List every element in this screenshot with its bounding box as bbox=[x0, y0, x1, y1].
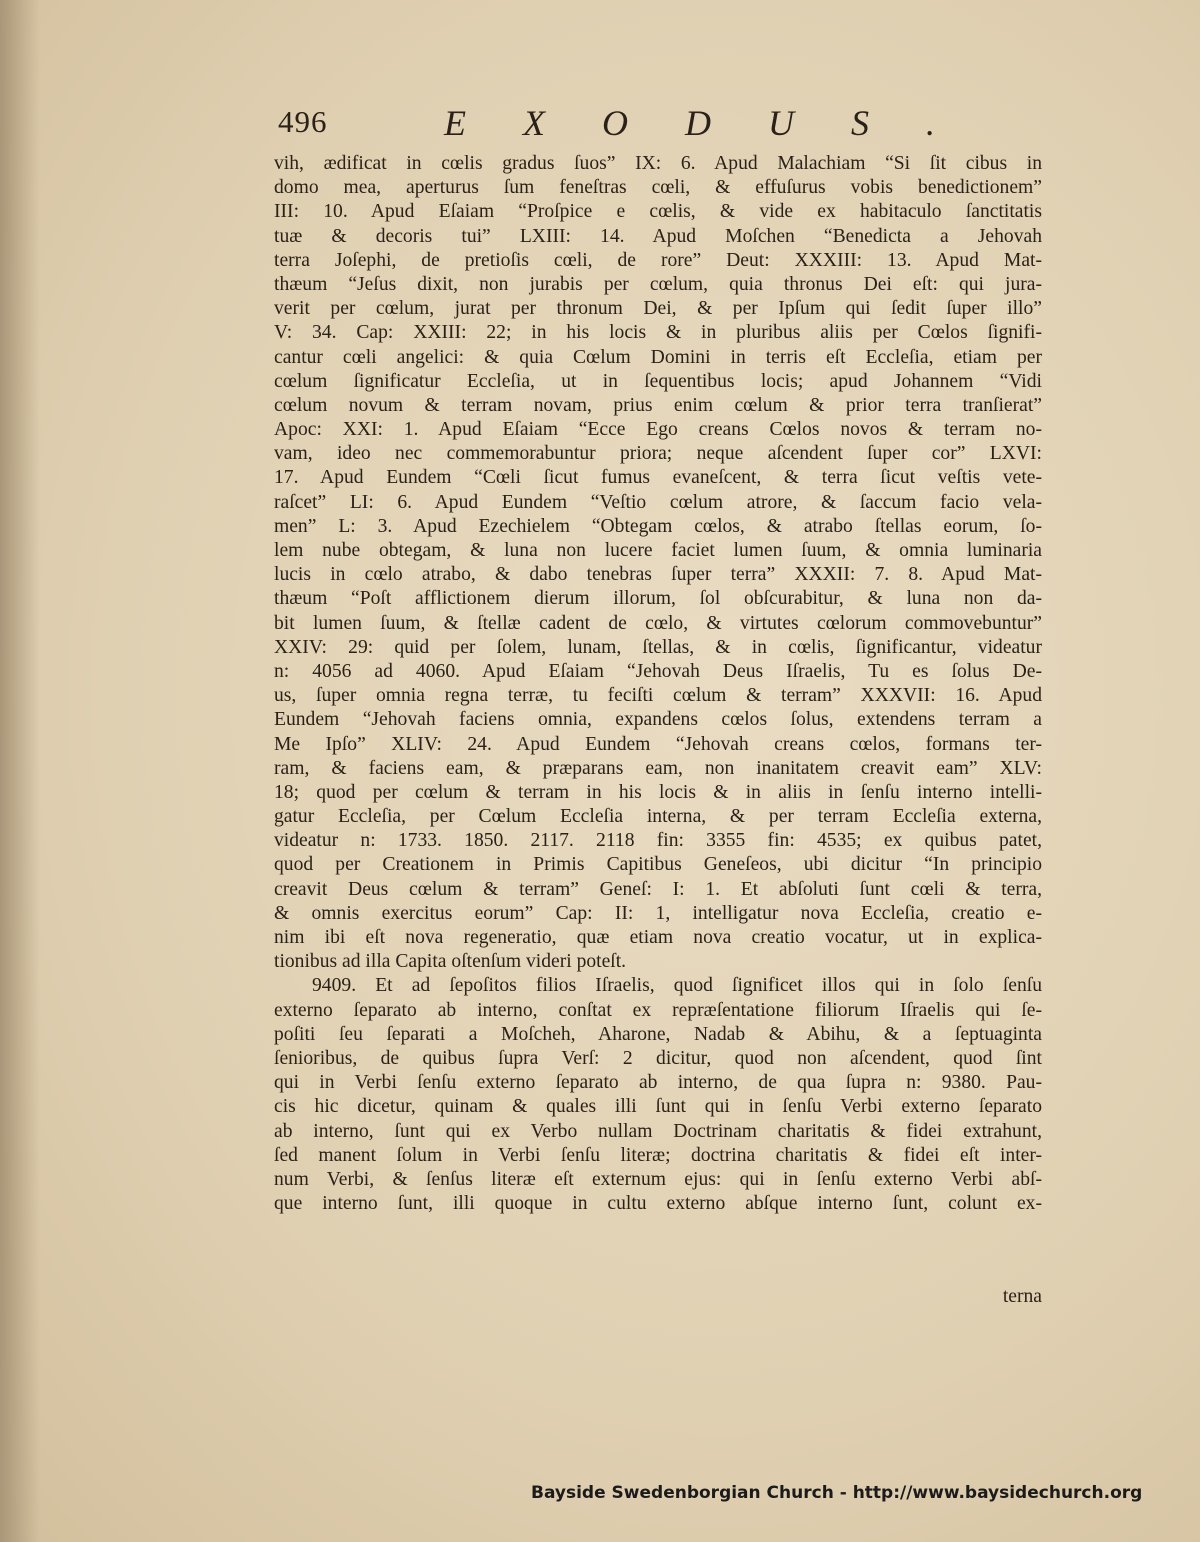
text-line: ram, & faciens eam, & præparans eam, non inanitatem creavit eam” XLV: bbox=[274, 757, 1042, 779]
text-line: nim ibi eſt nova regeneratio, quæ etiam nova creatio vocatur, ut in explica- bbox=[274, 927, 1042, 948]
text-line: cis hic dicetur, quinam & quales illi ſunt qui in ſenſu Verbi externo ſeparato bbox=[274, 1096, 1042, 1118]
text-line: raſcet” LI: 6. Apud Eundem “Veſtio cœlum atrore, & ſaccum facio vela- bbox=[274, 491, 1042, 513]
text-line: tionibus ad illa Capita oſtenſum videri poteſt. bbox=[274, 951, 627, 973]
text-line: V: 34. Cap: XXIII: 22; in his locis & in pluribus aliis per Cœlos ſignifi- bbox=[274, 322, 1042, 344]
text-line: & omnis exercitus eorum” Cap: II: 1, intelligatur nova Eccleſia, creatio e- bbox=[274, 902, 1042, 924]
text-line: terra Joſephi, de pretioſis cœli, de rore” Deut: XXXIII: 13. Apud Mat- bbox=[274, 249, 1042, 271]
text-line: verit per cœlum, jurat per thronum Dei, & per Ipſum qui ſedit ſuper illo” bbox=[274, 298, 1042, 320]
text-line: 9409. Et ad ſepoſitos filios Iſraelis, quod ſignificet illos qui in ſolo ſenſu bbox=[312, 975, 1042, 997]
text-line: ab interno, ſunt qui ex Verbo nullam Doctrinam charitatis & fidei extrahunt, bbox=[274, 1120, 1042, 1142]
text-line: 17. Apud Eundem “Cœli ſicut fumus evaneſcent, & terra ſicut veſtis vete- bbox=[274, 467, 1042, 489]
text-line: thæum “Jeſus dixit, non jurabis per cœlum, quia thronus Dei eſt: qui jura- bbox=[274, 273, 1042, 295]
site-watermark: Bayside Swedenborgian Church - http://www.baysidechurch.org bbox=[531, 1483, 1143, 1503]
text-line: ſed manent ſolum in Verbi ſenſu literæ; doctrina charitatis & fidei eſt inter- bbox=[274, 1144, 1042, 1166]
text-line: Eundem “Jehovah faciens omnia, expandens cœlos ſolus, extendens terram a bbox=[274, 709, 1042, 731]
text-line: Me Ipſo” XLIV: 24. Apud Eundem “Jehovah creans cœlos, formans ter- bbox=[274, 733, 1042, 755]
text-line: n: 4056 ad 4060. Apud Eſaiam “Jehovah Deus Iſraelis, Tu es ſolus De- bbox=[274, 660, 1042, 682]
text-line: XXIV: 29: quid per ſolem, lunam, ſtellas, & in cœlis, ſignificantur, videatur bbox=[274, 636, 1042, 658]
text-line: Apoc: XXI: 1. Apud Eſaiam “Ecce Ego creans Cœlos novos & terram no- bbox=[274, 419, 1042, 441]
text-line: lucis in cœlo atrabo, & dabo tenebras ſuper terra” XXXII: 7. 8. Apud Mat- bbox=[274, 564, 1042, 586]
text-line: tuæ & decoris tui” LXIII: 14. Apud Moſchen “Benedicta a Jehovah bbox=[274, 225, 1042, 247]
book-title: EXODUS. bbox=[444, 103, 992, 143]
text-line: videatur n: 1733. 1850. 2117. 2118 fin: 3355 fin: 4535; ex quibus patet, bbox=[274, 830, 1042, 852]
text-line: creavit Deus cœlum & terram” Geneſ: I: 1. Et abſoluti ſunt cœli & terra, bbox=[274, 878, 1042, 900]
text-line: poſiti ſeu ſeparati a Moſcheh, Aharone, Nadab & Abihu, & a ſeptuaginta bbox=[274, 1023, 1042, 1045]
text-line: que interno ſunt, illi quoque in cultu externo abſque interno ſunt, colunt ex- bbox=[274, 1193, 1042, 1215]
text-line: 18; quod per cœlum & terram in his locis & in aliis in ſenſu interno intelli- bbox=[274, 781, 1042, 803]
paragraph-1 bbox=[274, 152, 1042, 974]
text-line: quod per Creationem in Primis Capitibus Geneſeos, ubi dicitur “In principio bbox=[274, 854, 1042, 876]
text-line: men” L: 3. Apud Ezechielem “Obtegam cœlos, & atrabo ſtellas eorum, ſo- bbox=[274, 515, 1042, 537]
text-line: cœlum novum & terram novam, prius enim cœlum & prior terra tranſierat” bbox=[274, 394, 1042, 416]
text-block bbox=[274, 152, 1042, 1216]
page-number: 496 bbox=[278, 104, 328, 139]
text-line: qui in Verbi ſenſu externo ſeparato ab interno, de qua ſupra n: 9380. Pau- bbox=[274, 1072, 1042, 1094]
text-line: vam, ideo nec commemorabuntur priora; neque aſcendent ſuper cor” LXVI: bbox=[274, 443, 1042, 465]
text-line: lem nube obtegam, & luna non lucere faciet lumen ſuum, & omnia luminaria bbox=[274, 540, 1042, 561]
text-line: ſenioribus, de quibus ſupra Verſ: 2 dicitur, quod non aſcendent, quod ſint bbox=[274, 1047, 1042, 1069]
text-line: externo ſeparato ab interno, conſtat ex repræſentatione filiorum Iſraelis qui ſe- bbox=[274, 999, 1042, 1021]
text-line: bit lumen ſuum, & ſtellæ cadent de cœlo, & virtutes cœlorum commovebuntur” bbox=[274, 612, 1042, 634]
catchword: terna bbox=[1002, 1286, 1042, 1307]
text-line: cantur cœli angelici: & quia Cœlum Domini in terris eſt Eccleſia, etiam per bbox=[274, 346, 1042, 368]
text-line: III: 10. Apud Eſaiam “Proſpice e cœlis, & vide ex habitaculo ſanctitatis bbox=[274, 201, 1042, 223]
text-line: thæum “Poſt afflictionem dierum illorum, ſol obſcurabitur, & luna non da- bbox=[274, 588, 1042, 610]
text-line: vih, ædificat in cœlis gradus ſuos” IX: 6. Apud Malachiam “Si ſit cibus in bbox=[274, 153, 1042, 174]
text-line: us, ſuper omnia regna terræ, tu feciſti cœlum & terram” XXXVII: 16. Apud bbox=[274, 685, 1042, 707]
text-line: num Verbi, & ſenſus literæ eſt externum ejus: qui in ſenſu externo Verbi abſ- bbox=[274, 1168, 1042, 1190]
text-line: gatur Eccleſia, per Cœlum Eccleſia interna, & per terram Eccleſia externa, bbox=[274, 806, 1042, 828]
running-head bbox=[278, 104, 1078, 148]
text-line: domo mea, aperturus ſum feneſtras cœli, & effuſurus vobis benedictionem” bbox=[274, 177, 1042, 199]
paragraph-9409 bbox=[274, 974, 1042, 1216]
text-line: cœlum ſignificatur Eccleſia, ut in ſequentibus locis; apud Johannem “Vidi bbox=[274, 370, 1042, 392]
page-edge-shadow bbox=[0, 0, 40, 1542]
